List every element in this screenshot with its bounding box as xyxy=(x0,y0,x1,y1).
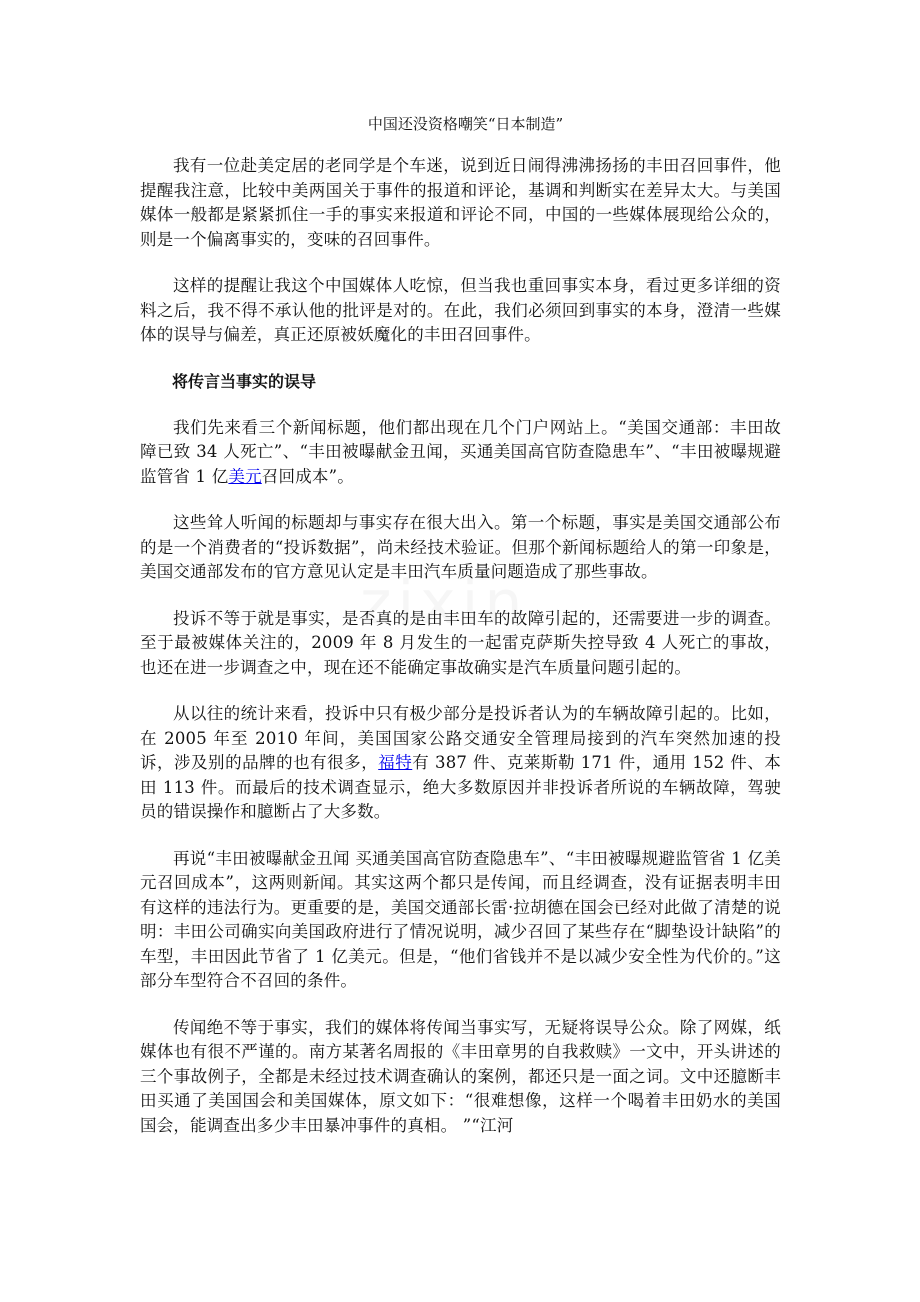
body-paragraph xyxy=(140,154,781,252)
document-page xyxy=(140,112,781,1160)
body-paragraph xyxy=(140,511,781,585)
paragraph-text: 我有一位赴美定居的老同学是个车迷，说到近日闹得沸沸扬扬的丰田召回事件，他提醒我注意，比较中美两国关于事件的报道和评论，基调和判断实在差异太大。与美国媒体一般都是紧紧抓住一手的事实来报道和评论不同，中国的一些媒体展现给公众的，则是一个偏离事实的，变味的召回事件。 xyxy=(140,156,781,249)
body-paragraph xyxy=(140,847,781,994)
paragraph-text: 这些耸人听闻的标题却与事实存在很大出入。第一个标题，事实是美国交通部公布的是一个消费者的“投诉数据”，尚未经技术验证。但那个新闻标题给人的第一印象是，美国交通部发布的官方意见认定是丰田汽车质量问题造成了那些事故。 xyxy=(140,513,781,581)
paragraph-text: 这样的提醒让我这个中国媒体人吃惊，但当我也重回事实本身，看过更多详细的资料之后，我不得不承认他的批评是对的。在此，我们必须回到事实的本身，澄清一些媒体的误导与偏差，真正还原被妖魔化的丰田召回事件。 xyxy=(140,276,781,344)
paragraph-text: 从以往的统计来看，投诉中只有极少部分是投诉者认为的车辆故障引起的。比如，在 2005 年至 2010 年间，美国国家公路交通安全管理局接到的汽车突然加速的投诉，涉及别的品牌的也有很多， xyxy=(140,704,781,772)
section-heading: 将传言当事实的误导 xyxy=(172,371,317,391)
paragraph-text: 传闻绝不等于事实，我们的媒体将传闻当事实写，无疑将误导公众。除了网媒，纸媒体也有很不严谨的。南方某著名周报的《丰田章男的自我救赎》一文中，开头讲述的三个事故例子，全都是未经过技术调查确认的案例，都还只是一面之词。文中还臆断丰田买通了美国国会和美国媒体，原文如下：“很难想像，这样一个喝着丰田奶水的美国国会，能调查出多少丰田暴冲事件的真相。 ”“江河 xyxy=(140,1017,781,1135)
inline-link[interactable]: 福特 xyxy=(378,753,413,772)
paragraph-text: 召回成本”。 xyxy=(261,466,354,486)
body-paragraph xyxy=(140,274,781,348)
paragraph-text: 有 387 件、克莱斯勒 171 件，通用 152 件、本田 113 件。而最后的技术调查显示，绝大多数原因并非投诉者所说的车辆故障，驾驶员的错误操作和臆断占了大多数。 xyxy=(140,753,781,821)
body-paragraph xyxy=(140,1016,781,1139)
document-body xyxy=(140,154,781,1138)
inline-link[interactable]: 美元 xyxy=(228,466,262,486)
paragraph-text: 投诉不等于就是事实，是否真的是由丰田车的故障引起的，还需要进一步的调查。至于最被媒体关注的，2009 年 8 月发生的一起雷克萨斯失控导致 4 人死亡的事故，也还在进一步调查之中，现在还不能确定事故确实是汽车质量问题引起的。 xyxy=(140,608,781,677)
body-paragraph xyxy=(140,416,781,490)
body-paragraph xyxy=(140,607,781,681)
paragraph-text: 我们先来看三个新闻标题，他们都出现在几个门户网站上。“美国交通部：丰田故障已致 34 人死亡”、“丰田被曝献金丑闻，买通美国高官防查隐患车”、“丰田被曝规避监管省 1 亿 xyxy=(140,417,781,486)
paragraph-text: 再说“丰田被曝献金丑闻 买通美国高官防查隐患车”、“丰田被曝规避监管省 1 亿美元召回成本”，这两则新闻。其实这两个都只是传闻，而且经调查，没有证据表明丰田有这样的违法行为。更重要的是，美国交通部长雷·拉胡德在国会已经对此做了清楚的说明：丰田公司确实向美国政府进行了情况说明，减少召回了某些存在“脚垫设计缺陷”的车型，丰田因此节省了 1 亿美元。但是，“他们省钱并不是以减少安全性为代价的。”这部分车型符合不召回的条件。 xyxy=(140,848,781,990)
document-title: 中国还没资格嘲笑“日本制造” xyxy=(367,115,564,133)
body-paragraph xyxy=(140,702,781,825)
